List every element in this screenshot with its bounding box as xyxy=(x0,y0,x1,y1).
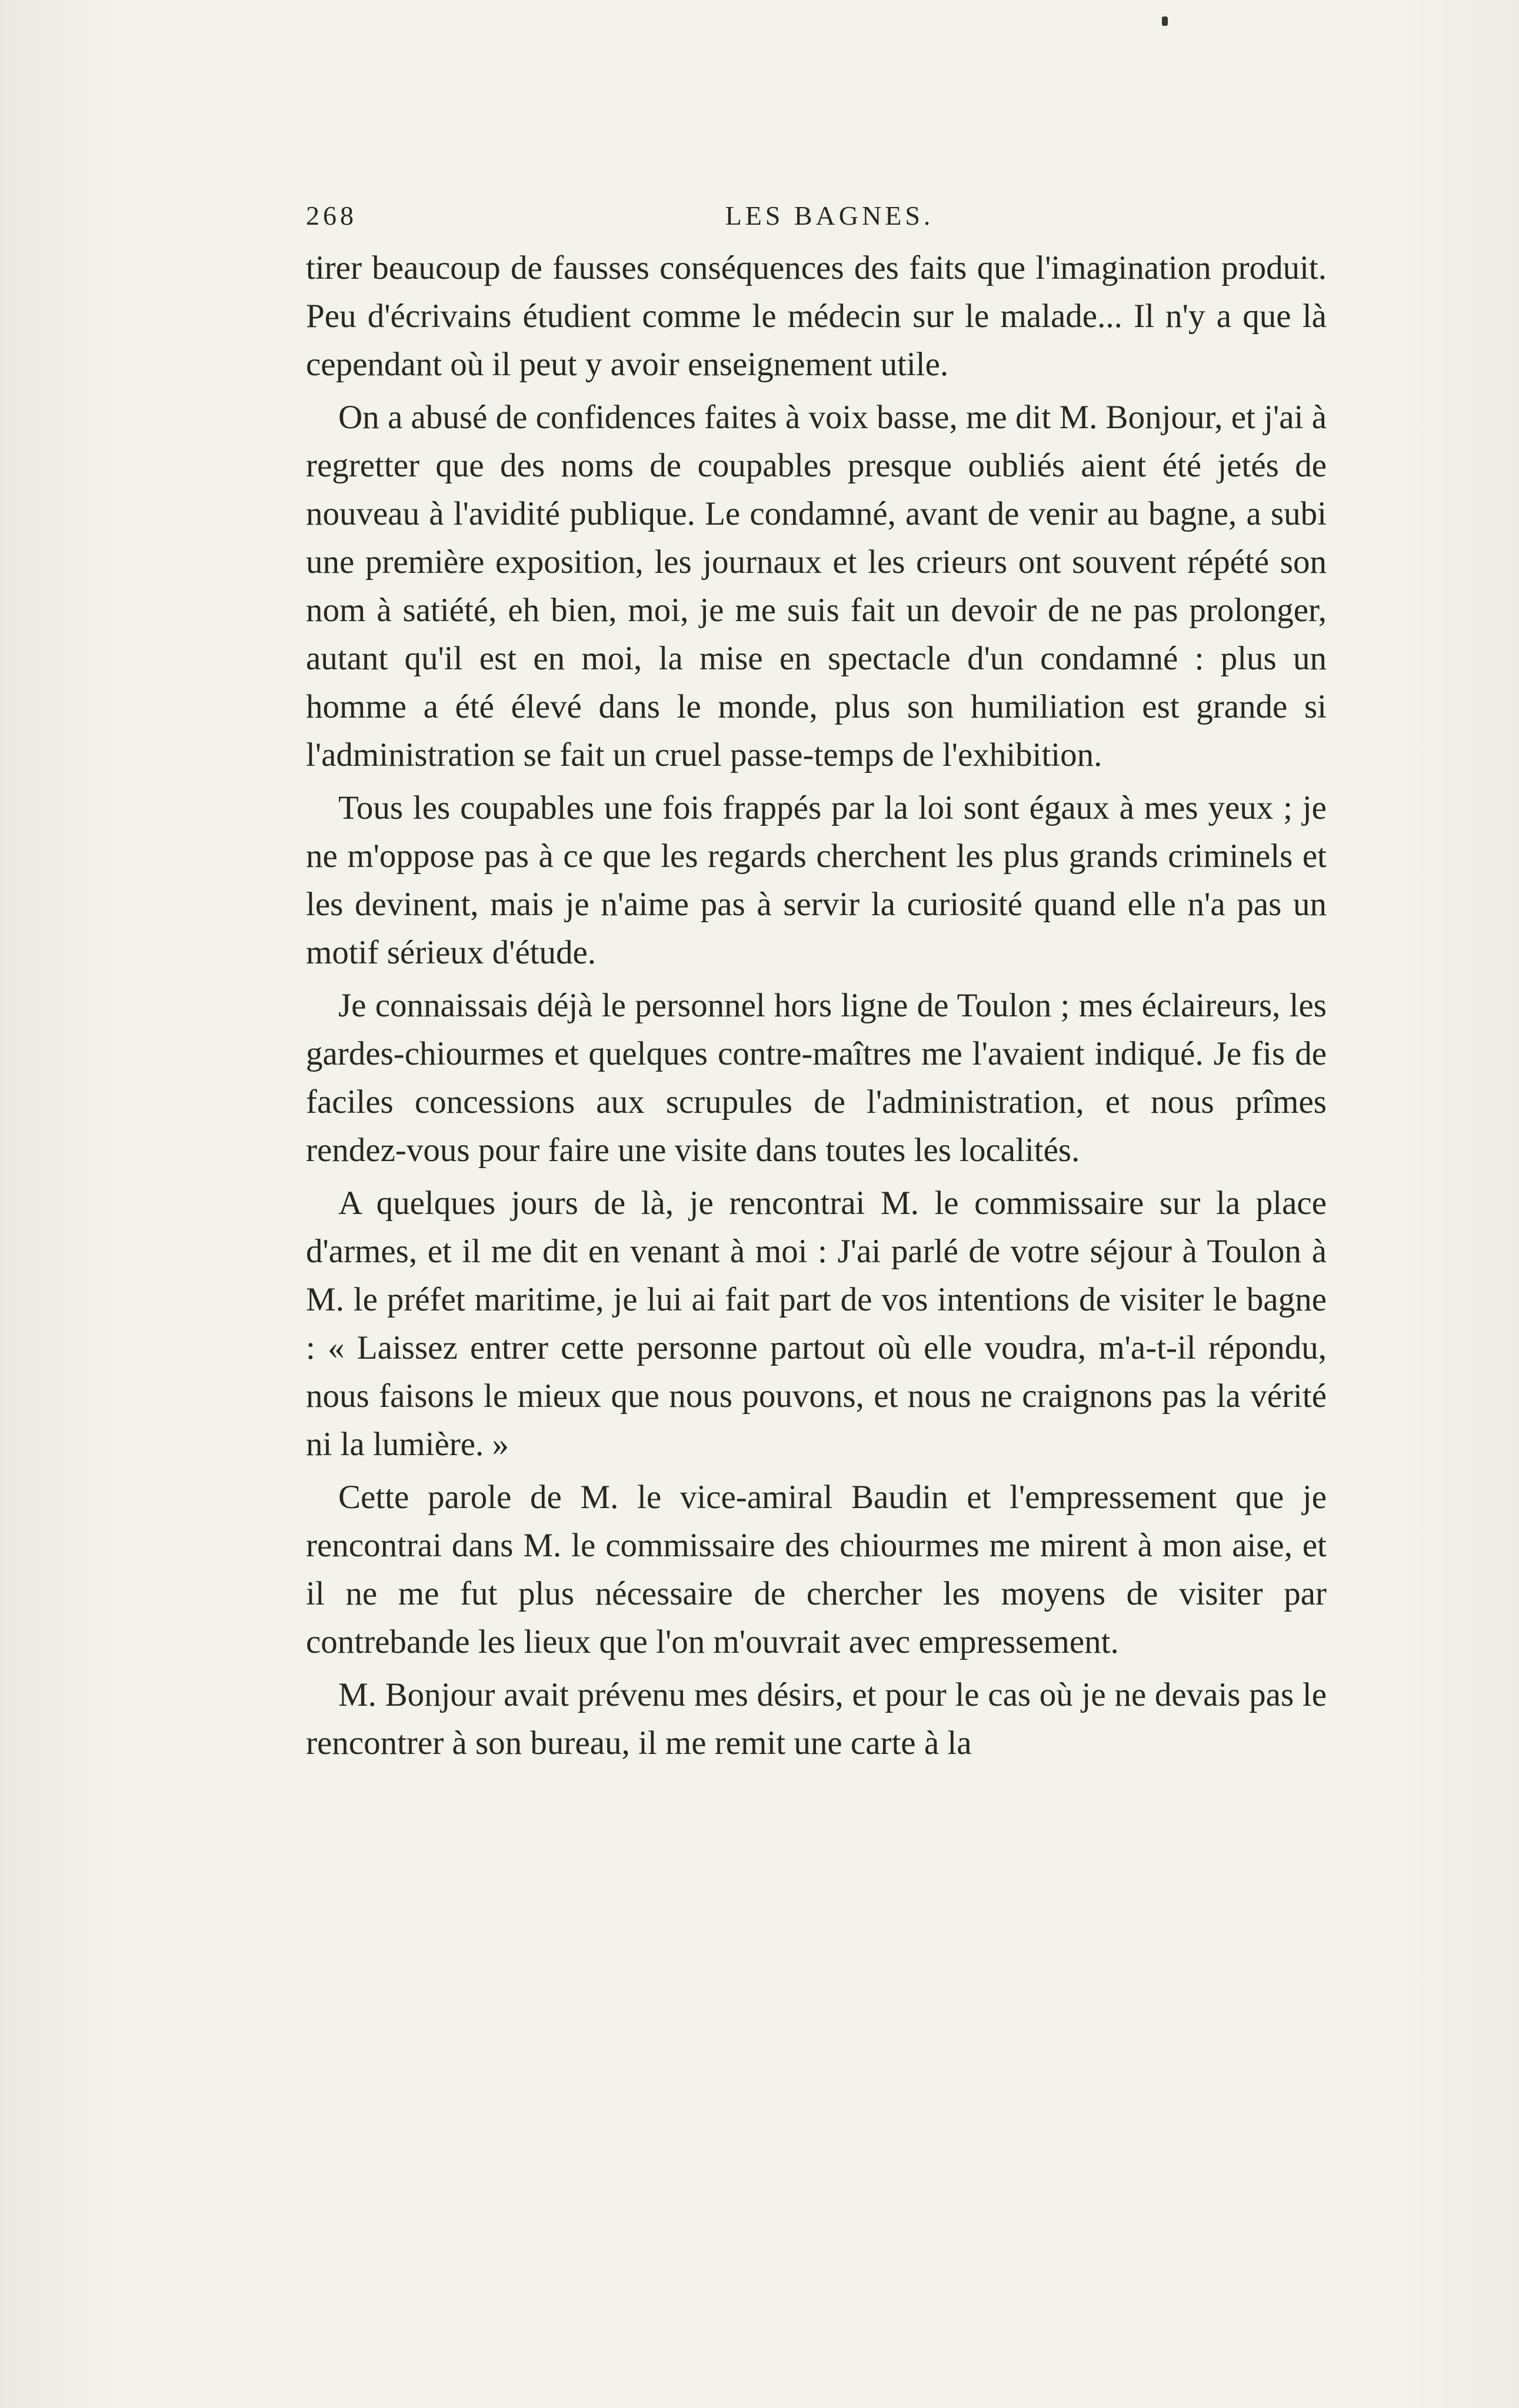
running-title: LES BAGNES. xyxy=(725,201,934,231)
paragraph: Je connaissais déjà le personnel hors ligne de Toulon ; mes éclaireurs, les gardes-chiourmes et quelques contre-maîtres me l'avaient indiqué. Je fis de faciles concessions aux scrupules de l'administration, et nous prîmes rendez-vous pour faire une visite dans toutes les localités. xyxy=(306,987,1327,1169)
running-head xyxy=(306,200,1330,247)
body-text xyxy=(306,244,1327,1772)
paragraph: tirer beaucoup de fausses conséquences des faits que l'imagination produit. Peu d'écrivains étudient comme le médecin sur le malade... Il n'y a que là cependant où il peut y avoir enseignement utile. xyxy=(306,249,1327,383)
paragraph: On a abusé de confidences faites à voix basse, me dit M. Bonjour, et j'ai à regretter que des noms de coupables presque oubliés aient été jetés de nouveau à l'avidité publique. Le condamné, avant de venir au bagne, a subi une première exposition, les journaux et les crieurs ont souvent répété son nom à satiété, eh bien, moi, je me suis fait un devoir de ne pas prolonger, autant qu'il est en moi, la mise en spectacle d'un condamné : plus un homme a été élevé dans le monde, plus son humiliation est grande si l'administration se fait un cruel passe-temps de l'exhibition. xyxy=(306,399,1327,773)
paragraph: M. Bonjour avait prévenu mes désirs, et pour le cas où je ne devais pas le rencontrer à son bureau, il me remit une carte à la xyxy=(306,1676,1327,1762)
paragraph: Cette parole de M. le vice-amiral Baudin et l'empressement que je rencontrai dans M. le commissaire des chiourmes me mirent à mon aise, et il ne me fut plus nécessaire de chercher les moyens de visiter par contrebande les lieux que l'on m'ouvrait avec empressement. xyxy=(306,1479,1327,1660)
paragraph: Tous les coupables une fois frappés par la loi sont égaux à mes yeux ; je ne m'oppose pas à ce que les regards cherchent les plus grands criminels et les devinent, mais je n'aime pas à servir la curiosité quand elle n'a pas un motif sérieux d'étude. xyxy=(306,789,1327,971)
paragraph: A quelques jours de là, je rencontrai M. le commissaire sur la place d'armes, et il me dit en venant à moi : J'ai parlé de votre séjour à Toulon à M. le préfet maritime, je lui ai fait part de vos intentions de visiter le bagne : « Laissez entrer cette personne partout où elle voudra, m'a-t-il répondu, nous faisons le mieux que nous pouvons, et nous ne craignons pas la vérité ni la lumière. » xyxy=(306,1185,1327,1463)
page-number: 268 xyxy=(306,201,357,231)
ink-speck xyxy=(1162,16,1168,26)
